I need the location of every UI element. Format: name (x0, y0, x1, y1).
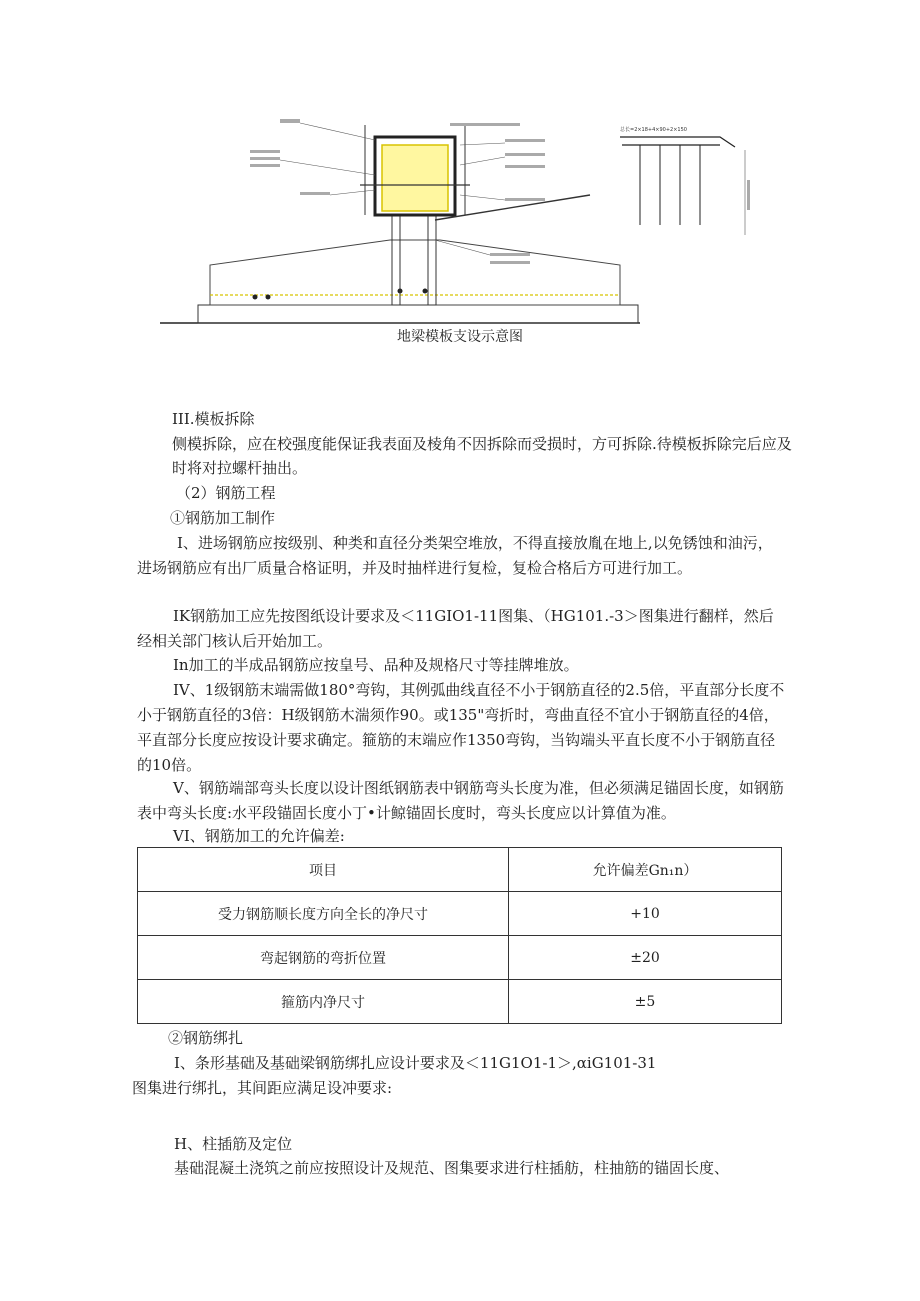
table-cell: +10 (509, 892, 782, 936)
table-row (138, 892, 782, 936)
paragraph-b1-line2: 图集进行绑扎，其间距应满足设冲要求: (132, 1079, 393, 1097)
subsection-title-1: ①钢筋加工制作 (170, 509, 276, 527)
table-cell: ±5 (509, 980, 782, 1024)
paragraph-i4: IV、1级钢筋末端需做180°弯钩，其例弧曲线直径不小于钢筋直径的2.5倍，平直部分长度不小于钢筋直径的3倍：H级钢筋木湍须作90。或135"弯折时，弯曲直径不宜小于钢筋直径的4倍，平直部分长度应按设计要求确定。箍筋的末端应作1350弯钩，当钩端头平直长度不小于钢筋直径的10倍。 (137, 681, 785, 774)
section-title-iii: III.模板拆除 (172, 410, 255, 428)
paragraph-iii: 侧模拆除，应在校强度能保证我表面及棱角不因拆除而受损时，方可拆除.待模板拆除完后应及时将对拉螺杆抽出。 (172, 435, 792, 477)
paragraph-i3: In加工的半成品钢筋应按皇号、品种及规格尺寸等挂牌堆放。 (173, 656, 579, 674)
subsection-title-2: ②钢筋绑扎 (168, 1029, 244, 1047)
table-header-item: 项目 (138, 848, 509, 892)
table-row (138, 980, 782, 1024)
paragraph-b1-line1: I、条形基础及基础梁钢筋绑扎应设计要求及＜11G1O1-1＞,αiG101-31 (174, 1054, 657, 1072)
table-cell: 箍筋内净尺寸 (138, 980, 509, 1024)
table-cell: ±20 (509, 936, 782, 980)
formwork-diagram (160, 95, 780, 335)
table-header-row (138, 848, 782, 892)
table-cell: 受力钢筋顺长度方向全长的净尺寸 (138, 892, 509, 936)
paragraph-h: 基础混凝土浇筑之前应按照设计及规范、图集要求进行柱插舫，柱抽筋的锚固长度、 (174, 1159, 730, 1177)
table-cell: 弯起钢筋的弯折位置 (138, 936, 509, 980)
section-title-h: H、柱插筋及定位 (174, 1135, 293, 1153)
section-title-2: （2）钢筋工程 (176, 484, 276, 502)
table-row (138, 936, 782, 980)
paragraph-i2: IK钢筋加工应先按图纸设计要求及＜11GIO1-11图集、（HG101.-3＞图集进行翻样，然后经相关部门核认后开始加工。 (137, 607, 774, 650)
paragraph-i6: VI、钢筋加工的允许偏差: (173, 827, 345, 845)
tolerance-table (137, 847, 782, 1024)
figure-caption: 地梁模板支设示意图 (397, 329, 523, 345)
formula-label: 总长=2×18+4×90+2×150 (620, 127, 687, 133)
table-header-tolerance: 允许偏差Gn₁n） (509, 848, 782, 892)
paragraph-i5: V、钢筋端部弯头长度以设计图纸钢筋表中钢筋弯头长度为准，但必须满足锚固长度，如钢筋表中弯头长度:水平段锚固长度小丁•计鲸锚固长度时，弯头长度应以计算值为准。 (137, 779, 784, 822)
paragraph-i1: I、进场钢筋应按级别、种类和直径分类架空堆放，不得直接放胤在地上,以免锈蚀和油污，进场钢筋应有出厂质量合格证明，并及时抽样进行复检，复检合格后方可进行加工。 (137, 534, 773, 577)
